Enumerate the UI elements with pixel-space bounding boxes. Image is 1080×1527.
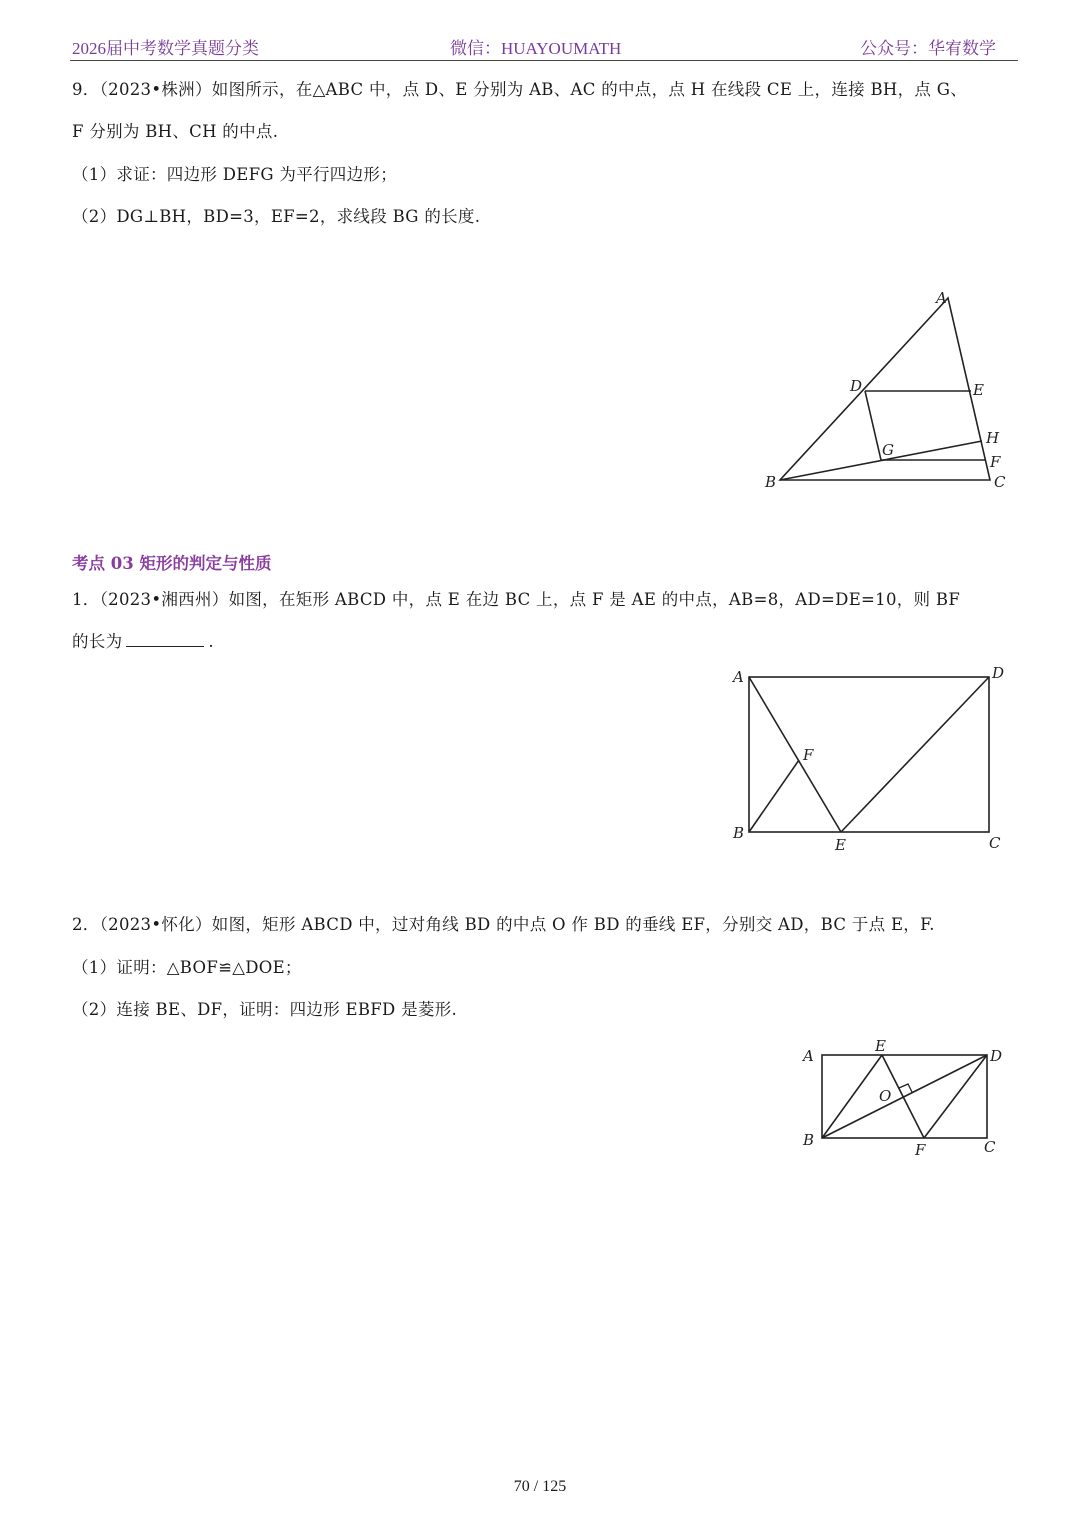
label-c: C — [994, 473, 1006, 491]
label-d: D — [990, 1047, 1003, 1065]
segment-bf — [749, 760, 799, 832]
problem1-figure — [728, 660, 1018, 860]
problem1-line1: 1．（2023•湘西州）如图，在矩形 ABCD 中，点 E 在边 BC 上，点 F 是 AE 的中点，AB=8，AD=DE=10，则 BF — [72, 590, 961, 609]
label-g: G — [882, 441, 894, 459]
problem9-part1: （1）求证：四边形 DEFG 为平行四边形； — [72, 165, 397, 184]
header-series-title: 2026届中考数学真题分类 — [72, 39, 259, 58]
label-d: D — [992, 664, 1005, 682]
label-a: A — [803, 1047, 814, 1065]
answer-blank[interactable] — [126, 632, 204, 647]
label-c: C — [989, 834, 1001, 852]
header-wechat: 微信：HUAYOUMATH — [450, 39, 622, 58]
label-e: E — [973, 381, 984, 399]
problem2-figure — [800, 1035, 1015, 1160]
label-e: E — [875, 1037, 886, 1055]
problem2-part1: （1）证明：△BOF≌△DOE； — [72, 958, 302, 977]
label-b: B — [733, 824, 745, 842]
label-b: B — [803, 1131, 815, 1149]
rectangle-abcd — [749, 677, 989, 832]
problem9-figure — [760, 285, 1020, 500]
segment-be — [822, 1055, 882, 1138]
problem1-line2 — [72, 628, 214, 652]
problem9-line1: 9．（2023•株洲）如图所示，在△ABC 中，点 D、E 分别为 AB、AC 的中点，点 H 在线段 CE 上，连接 BH，点 G、 — [72, 80, 968, 99]
page-header — [70, 30, 1018, 61]
label-h: H — [986, 429, 1000, 447]
problem9-part2: （2）DG⊥BH，BD=3，EF=2，求线段 BG 的长度. — [72, 207, 481, 226]
section-title: 考点 03 矩形的判定与性质 — [72, 554, 272, 573]
label-c: C — [984, 1138, 996, 1156]
label-e: E — [835, 836, 846, 854]
problem1-line2-prefix: 的长为 — [72, 632, 123, 651]
problem2-line1: 2．（2023•怀化）如图，矩形 ABCD 中，过对角线 BD 的中点 O 作 BD 的垂线 EF，分别交 AD，BC 于点 E，F. — [72, 915, 935, 934]
label-d: D — [850, 377, 863, 395]
problem1-line2-suffix: . — [208, 632, 214, 651]
label-a: A — [733, 668, 744, 686]
segment-df — [924, 1055, 987, 1138]
label-o: O — [879, 1087, 892, 1105]
label-f: F — [915, 1141, 926, 1159]
problem2-part2: （2）连接 BE、DF，证明：四边形 EBFD 是菱形. — [72, 1000, 458, 1019]
page-number: 70 / 125 — [513, 1478, 567, 1495]
label-f: F — [803, 746, 814, 764]
segment-de — [841, 677, 989, 832]
label-a: A — [936, 289, 947, 307]
segment-ae — [749, 677, 841, 832]
diagonal-bd — [822, 1055, 987, 1138]
label-f: F — [990, 453, 1001, 471]
problem9-line2: F 分别为 BH、CH 的中点. — [72, 122, 279, 141]
header-public-account: 公众号：华宥数学 — [860, 39, 996, 58]
segment-dg — [865, 391, 881, 460]
label-b: B — [765, 473, 777, 491]
